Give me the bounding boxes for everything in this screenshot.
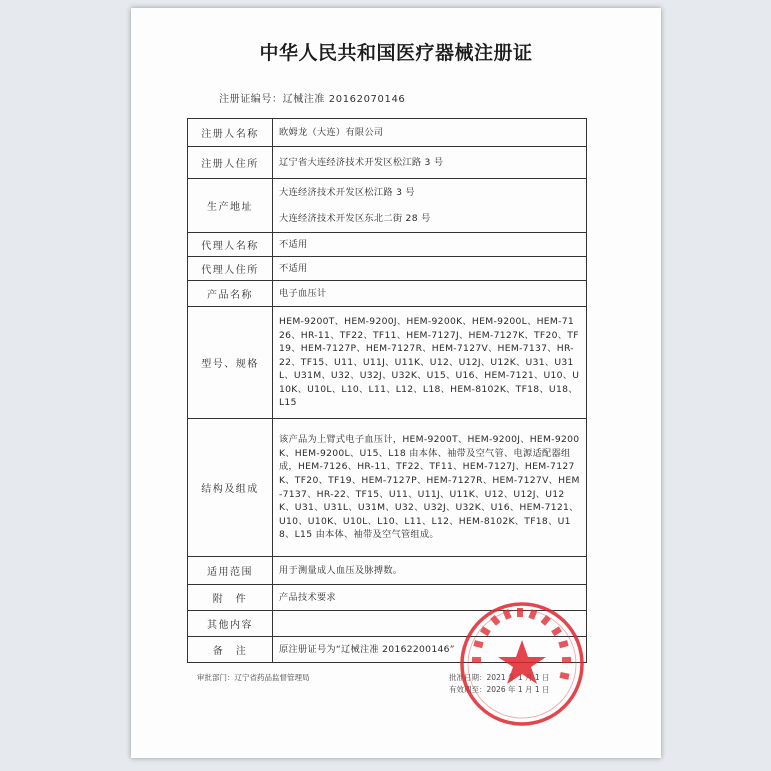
row-label: 型号、规格 bbox=[188, 307, 273, 419]
table-row bbox=[188, 419, 587, 557]
row-label: 结构及组成 bbox=[188, 419, 273, 557]
row-value: 原注册证号为“辽械注准 20162200146” bbox=[273, 637, 587, 663]
row-label: 注册人住所 bbox=[188, 147, 273, 179]
table-row bbox=[188, 233, 587, 257]
certificate-page bbox=[131, 8, 661, 758]
row-label: 附 件 bbox=[188, 585, 273, 611]
issuing-authority: 审批部门：辽宁省药品监督管理局 bbox=[197, 673, 310, 682]
row-label: 其他内容 bbox=[188, 611, 273, 637]
row-value: 电子血压计 bbox=[273, 281, 587, 307]
production-address-2: 大连经济技术开发区东北二街 28 号 bbox=[279, 212, 431, 224]
row-label: 适用范围 bbox=[188, 557, 273, 585]
registration-number: 注册证编号：辽械注准 20162070146 bbox=[219, 94, 406, 105]
certificate-title: 中华人民共和国医疗器械注册证 bbox=[259, 42, 533, 64]
row-value: HEM-9200T、HEM-9200J、HEM-9200K、HEM-9200L、HEM-7126、HR-11、TF22、TF11、HEM-7127J、HEM-7127K、TF20、TF19、HEM-7127P、HEM-7127R、HEM-7127V、HEM-7137、HR-22、TF15、U11、U11J、U11K、U12、U12J、U12K、U31、U31L、U31M、U32、U32J、U32K、U15、U16、HEM-7121、U10、U10K、U10L、L10、L11、L12、L18、HEM-8102K、TF18、U18、L15 bbox=[273, 307, 587, 419]
row-label: 产品名称 bbox=[188, 281, 273, 307]
row-value: 欧姆龙（大连）有限公司 bbox=[273, 119, 587, 147]
approval-date: 批准日期：2021 年 1 月 1 日 bbox=[449, 673, 550, 682]
row-value: 该产品为上臂式电子血压计，HEM-9200T、HEM-9200J、HEM-9200K、HEM-9200L、U15、L18 由本体、袖带及空气管、电源适配器组成，HEM-7126、HR-11、TF22、TF11、HEM-7127J、HEM-7127K、TF20、TF19、HEM-7127P、HEM-7127R、HEM-7127V、HEM-7137、HR-22、TF15、U11、U11J、U11K、U12、U12J、U12K、U31、U31L、U31M、U32、U32J、U32K、U16、HEM-7121、U10、U10K、U10L、L10、L11、L12、HEM-8102K、TF18、U18、L15 由本体、袖带及空气管组成。 bbox=[273, 419, 587, 557]
table-row bbox=[188, 307, 587, 419]
table-row bbox=[188, 147, 587, 179]
row-value bbox=[273, 179, 587, 233]
row-label: 代理人名称 bbox=[188, 233, 273, 257]
table-row bbox=[188, 257, 587, 281]
table-row bbox=[188, 119, 587, 147]
certificate-table bbox=[187, 118, 587, 663]
row-label: 代理人住所 bbox=[188, 257, 273, 281]
row-label: 注册人名称 bbox=[188, 119, 273, 147]
row-label: 生产地址 bbox=[188, 179, 273, 233]
production-address-1: 大连经济技术开发区松江路 3 号 bbox=[279, 186, 415, 198]
row-label: 备 注 bbox=[188, 637, 273, 663]
official-seal-stamp bbox=[458, 600, 586, 728]
row-value: 产品技术要求 bbox=[273, 585, 587, 611]
row-value: 不适用 bbox=[273, 233, 587, 257]
table-row bbox=[188, 557, 587, 585]
table-row bbox=[188, 281, 587, 307]
valid-until-date: 有效期至：2026 年 1 月 1 日 bbox=[449, 684, 550, 694]
row-value: 辽宁省大连经济技术开发区松江路 3 号 bbox=[273, 147, 587, 179]
row-value: 不适用 bbox=[273, 257, 587, 281]
table-row bbox=[188, 179, 587, 233]
row-value: 用于测量成人血压及脉搏数。 bbox=[273, 557, 587, 585]
